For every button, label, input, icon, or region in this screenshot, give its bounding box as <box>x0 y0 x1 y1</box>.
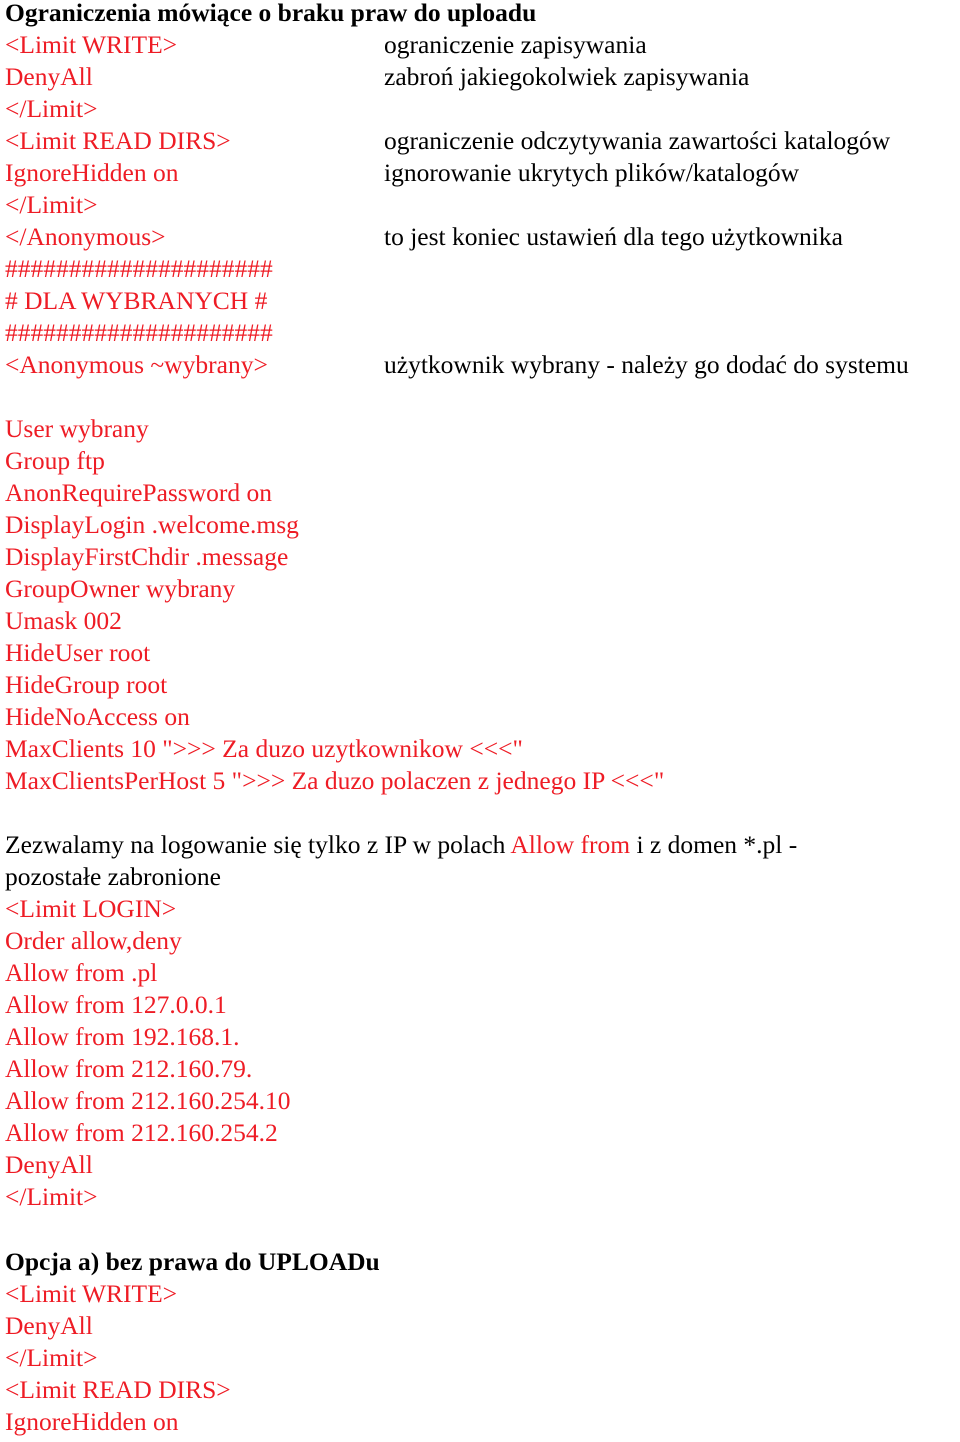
code-line: DisplayLogin .welcome.msg <box>5 510 299 539</box>
code-line: Allow from 212.160.79. <box>5 1054 253 1083</box>
code-line: <Limit WRITE> <box>5 30 178 59</box>
code-line: Allow from 212.160.254.2 <box>5 1118 278 1147</box>
login-note-text: i z domen *.pl - <box>630 830 798 859</box>
code-line: Order allow,deny <box>5 926 182 955</box>
code-line: GroupOwner wybrany <box>5 574 236 603</box>
code-line: Allow from 192.168.1. <box>5 1022 240 1051</box>
code-line: Allow from 212.160.254.10 <box>5 1086 291 1115</box>
code-line: <Limit READ DIRS> <box>5 1375 231 1404</box>
code-line: Allow from 127.0.0.1 <box>5 990 227 1019</box>
code-line: </Limit> <box>5 94 98 123</box>
code-line: DisplayFirstChdir .message <box>5 542 289 571</box>
code-line: HideUser root <box>5 638 151 667</box>
code-line: <Limit READ DIRS> <box>5 126 231 155</box>
code-line: AnonRequirePassword on <box>5 478 273 507</box>
code-comment: użytkownik wybrany - należy go dodać do systemu <box>384 350 909 379</box>
code-line: <Limit LOGIN> <box>5 894 177 923</box>
code-comment: ograniczenie odczytywania zawartości katalogów <box>384 126 891 155</box>
code-line: DenyAll <box>5 1150 93 1179</box>
code-line: DenyAll <box>5 62 93 91</box>
code-line: ##################### <box>5 254 273 283</box>
login-note-text: Zezwalamy na logowanie się tylko z IP w polach <box>5 830 511 859</box>
code-line: Allow from .pl <box>5 958 158 987</box>
code-line: Group ftp <box>5 446 105 475</box>
code-line: IgnoreHidden on <box>5 158 179 187</box>
code-line: </Limit> <box>5 1182 98 1211</box>
code-line: </Anonymous> <box>5 222 166 251</box>
code-comment: zabroń jakiegokolwiek zapisywania <box>384 62 750 91</box>
code-line: </Limit> <box>5 1343 98 1372</box>
code-line: HideGroup root <box>5 670 168 699</box>
code-line: MaxClients 10 ">>> Za duzo uzytkownikow <<<" <box>5 734 523 763</box>
login-note <box>5 829 797 861</box>
code-comment: ograniczenie zapisywania <box>384 30 647 59</box>
code-comment: ignorowanie ukrytych plików/katalogów <box>384 158 799 187</box>
section-heading-upload-limits: Ograniczenia mówiące o braku praw do uploadu <box>5 0 537 27</box>
section-heading-option-a: Opcja a) bez prawa do UPLOADu <box>5 1247 380 1276</box>
login-note-highlight: Allow from <box>510 830 631 859</box>
code-line: # DLA WYBRANYCH # <box>5 286 268 315</box>
code-line: Umask 002 <box>5 606 122 635</box>
code-line: MaxClientsPerHost 5 ">>> Za duzo polaczen z jednego IP <<<" <box>5 766 665 795</box>
code-comment: to jest koniec ustawień dla tego użytkownika <box>384 222 843 251</box>
login-note-line2: pozostałe zabronione <box>5 862 221 891</box>
code-line: ##################### <box>5 318 273 347</box>
code-line: IgnoreHidden on <box>5 1407 179 1436</box>
code-line: DenyAll <box>5 1311 93 1340</box>
code-line: <Limit WRITE> <box>5 1279 178 1308</box>
code-line: User wybrany <box>5 414 149 443</box>
code-line: <Anonymous ~wybrany> <box>5 350 268 379</box>
code-line: </Limit> <box>5 190 98 219</box>
code-line: HideNoAccess on <box>5 702 190 731</box>
